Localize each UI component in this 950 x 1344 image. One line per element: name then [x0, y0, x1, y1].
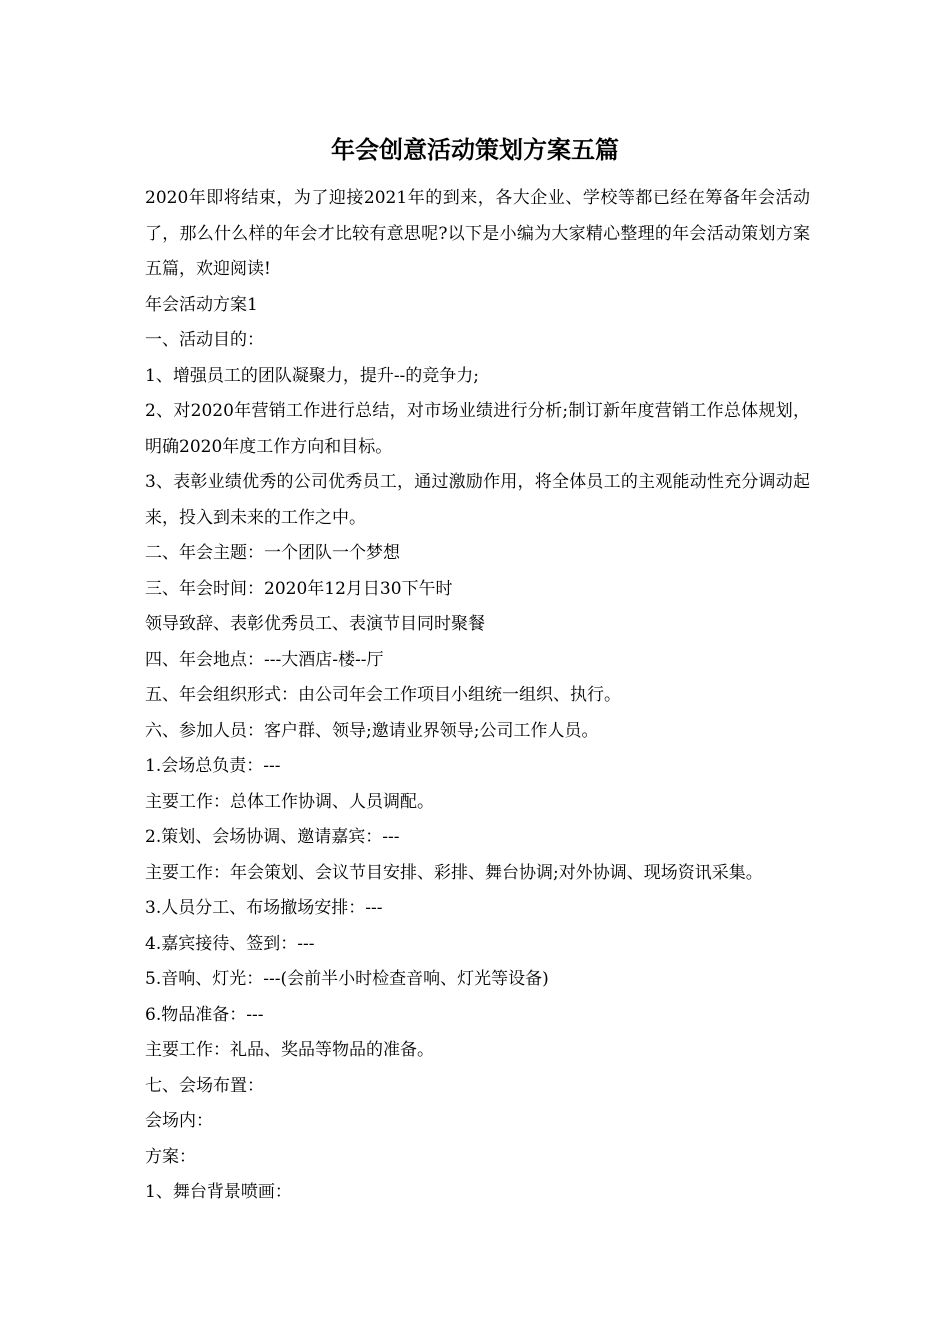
document-title: 年会创意活动策划方案五篇 [331, 135, 619, 164]
purpose-item-2: 2、对2020年营销工作进行总结，对市场业绩进行分析;制订新年度营销工作总体规划，明确2020年度工作方向和目标。 [145, 401, 810, 457]
purpose-item-3: 3、表彰业绩优秀的公司优秀员工，通过激励作用，将全体员工的主观能动性充分调动起来，投入到未来的工作之中。 [145, 472, 810, 528]
intro-paragraph: 2020年即将结束，为了迎接2021年的到来，各大企业、学校等都已经在筹备年会活动了，那么什么样的年会才比较有意思呢?以下是小编为大家精心整理的年会活动策划方案五篇，欢迎阅读! [145, 188, 810, 279]
role-item-3: 3.人员分工、布场撤场安排：--- [145, 898, 383, 918]
purpose-item-1: 1、增强员工的团队凝聚力，提升--的竞争力; [145, 365, 480, 386]
section-heading-plan-1: 年会活动方案1 [145, 294, 258, 315]
heading-time: 三、年会时间：2020年12月日30下午时 [145, 578, 453, 599]
heading-organization: 五、年会组织形式：由公司年会工作项目小组统一组织、执行。 [145, 685, 621, 705]
layout-item-1: 1、舞台背景喷画： [145, 1182, 292, 1202]
heading-venue: 四、年会地点：---大酒店-楼--厅 [145, 649, 384, 670]
heading-theme: 二、年会主题：一个团队一个梦想 [145, 543, 400, 563]
role-duty-1: 主要工作：总体工作协调、人员调配。 [145, 791, 434, 812]
role-duty-2: 主要工作：年会策划、会议节目安排、彩排、舞台协调;对外协调、现场资讯采集。 [145, 862, 763, 883]
role-item-1: 1.会场总负责：--- [145, 756, 281, 776]
program-summary: 领导致辞、表彰优秀员工、表演节目同时聚餐 [145, 614, 485, 634]
heading-activity-purpose: 一、活动目的： [145, 330, 264, 350]
venue-inside: 会场内： [145, 1111, 213, 1131]
heading-participants: 六、参加人员：客户群、领导;邀请业界领导;公司工作人员。 [145, 720, 599, 741]
document-body [145, 181, 810, 1211]
plan-label: 方案： [145, 1146, 196, 1167]
heading-venue-layout: 七、会场布置： [145, 1075, 264, 1096]
role-item-5: 5.音响、灯光：---(会前半小时检查音响、灯光等设备) [145, 969, 549, 989]
role-duty-6: 主要工作：礼品、奖品等物品的准备。 [145, 1040, 434, 1060]
role-item-4: 4.嘉宾接待、签到：--- [145, 933, 315, 954]
role-item-2: 2.策划、会场协调、邀请嘉宾：--- [145, 827, 400, 847]
role-item-6: 6.物品准备：--- [145, 1004, 264, 1025]
